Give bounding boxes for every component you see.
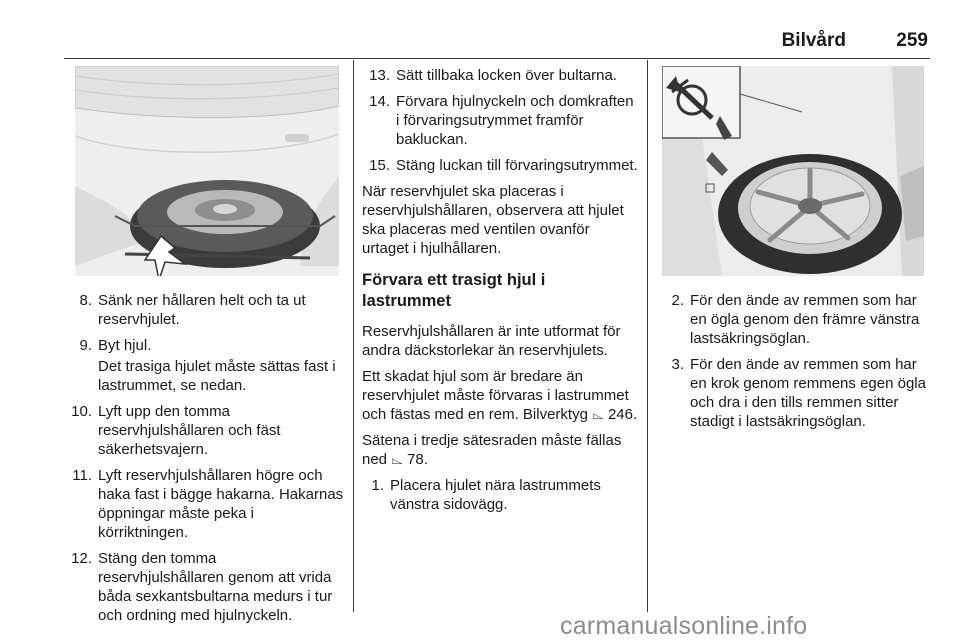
step-number: 14. — [369, 93, 390, 110]
list-item — [362, 92, 638, 149]
watermark: carmanualsonline.info — [560, 612, 808, 640]
step-text: För den ände av remmen som har en ögla genom den främre vänstra lastsäkringsöglan. — [690, 292, 920, 347]
step-number: 8. — [79, 292, 92, 309]
step-text: Sänk ner hållaren helt och ta ut reservhjulet. — [98, 292, 306, 328]
section-title: Bilvård — [781, 30, 846, 51]
list-item — [64, 402, 346, 459]
instruction-list-8-12 — [64, 291, 346, 625]
step-number: 2. — [671, 292, 684, 309]
step-text: Lyft reservhjulshållaren högre och haka fast i bägge hakarna. Hakarnas öppningar måste peka i körriktningen. — [98, 467, 344, 541]
list-item — [662, 355, 930, 431]
step-number: 12. — [71, 550, 92, 567]
column-divider-left — [353, 60, 354, 612]
step-number: 11. — [72, 467, 92, 484]
list-item — [64, 336, 346, 395]
step-text: Sätt tillbaka locken över bultarna. — [396, 67, 617, 84]
list-item — [362, 476, 638, 514]
list-item — [362, 66, 638, 85]
list-item — [64, 549, 346, 625]
body-paragraph: Reservhjulshållaren är inte utformat för andra däckstorlekar än reservhjulets. — [362, 323, 621, 359]
step-text: Lyft upp den tomma reservhjulshållaren och fäst säkerhetsvajern. — [98, 403, 281, 458]
spare-wheel-trunk-illustration — [662, 66, 924, 276]
step-text: För den ände av remmen som har en krok genom remmens egen ögla och dra i den tills remmen sitter stadigt i lastsäkringsöglan. — [690, 356, 926, 430]
step-note: Det trasiga hjulet måste sättas fast i lastrummet, se nedan. — [98, 358, 336, 394]
body-paragraph: Sätena i tredje sätesraden måste fällas ned ⌳ 78. — [362, 432, 622, 468]
wheel-placement-paragraph: När reservhjulet ska placeras i reservhjulshållaren, observera att hjulet ska placeras med ventilen ovanför urtaget i hjulhållaren. — [362, 183, 624, 257]
step-number: 1. — [371, 477, 384, 494]
step-text: Stäng luckan till förvaringsutrymmet. — [396, 157, 638, 174]
header-rule — [64, 58, 930, 59]
step-text: Stäng den tomma reservhjulshållaren genom att vrida båda sexkantsbultarna medurs i tur och ordning med hjulnyckeln. — [98, 550, 333, 624]
step-text: Förvara hjulnyckeln och domkraften i förvaringsutrymmet framför bakluckan. — [396, 93, 634, 148]
step-number: 13. — [369, 67, 390, 84]
column-divider-right — [647, 60, 648, 612]
instruction-list-1 — [362, 476, 638, 514]
list-item — [662, 291, 930, 348]
step-text: Byt hjul. — [98, 337, 152, 354]
spare-wheel-carrier-drawing — [75, 66, 339, 276]
spare-wheel-carrier-illustration — [75, 66, 339, 276]
step-number: 15. — [369, 157, 390, 174]
list-item — [362, 156, 638, 175]
section-heading: Förvara ett trasigt hjul i lastrummet — [362, 271, 546, 310]
step-number: 3. — [671, 356, 684, 373]
page-number: 259 — [896, 30, 928, 51]
body-paragraph: Ett skadat hjul som är bredare än reservhjulet måste förvaras i lastrummet och fästas med en rem. Bilverktyg ⌳ 246. — [362, 368, 638, 423]
list-item — [64, 291, 346, 329]
spare-wheel-trunk-drawing — [662, 66, 924, 276]
right-text-column — [662, 291, 930, 438]
left-text-column — [64, 291, 346, 632]
step-text: Placera hjulet nära lastrummets vänstra sidovägg. — [390, 477, 601, 513]
list-item — [64, 466, 346, 542]
instruction-list-2-3 — [662, 291, 930, 431]
middle-text-column — [362, 66, 638, 521]
instruction-list-13-15 — [362, 66, 638, 175]
step-number: 9. — [79, 337, 92, 354]
step-number: 10. — [71, 403, 92, 420]
